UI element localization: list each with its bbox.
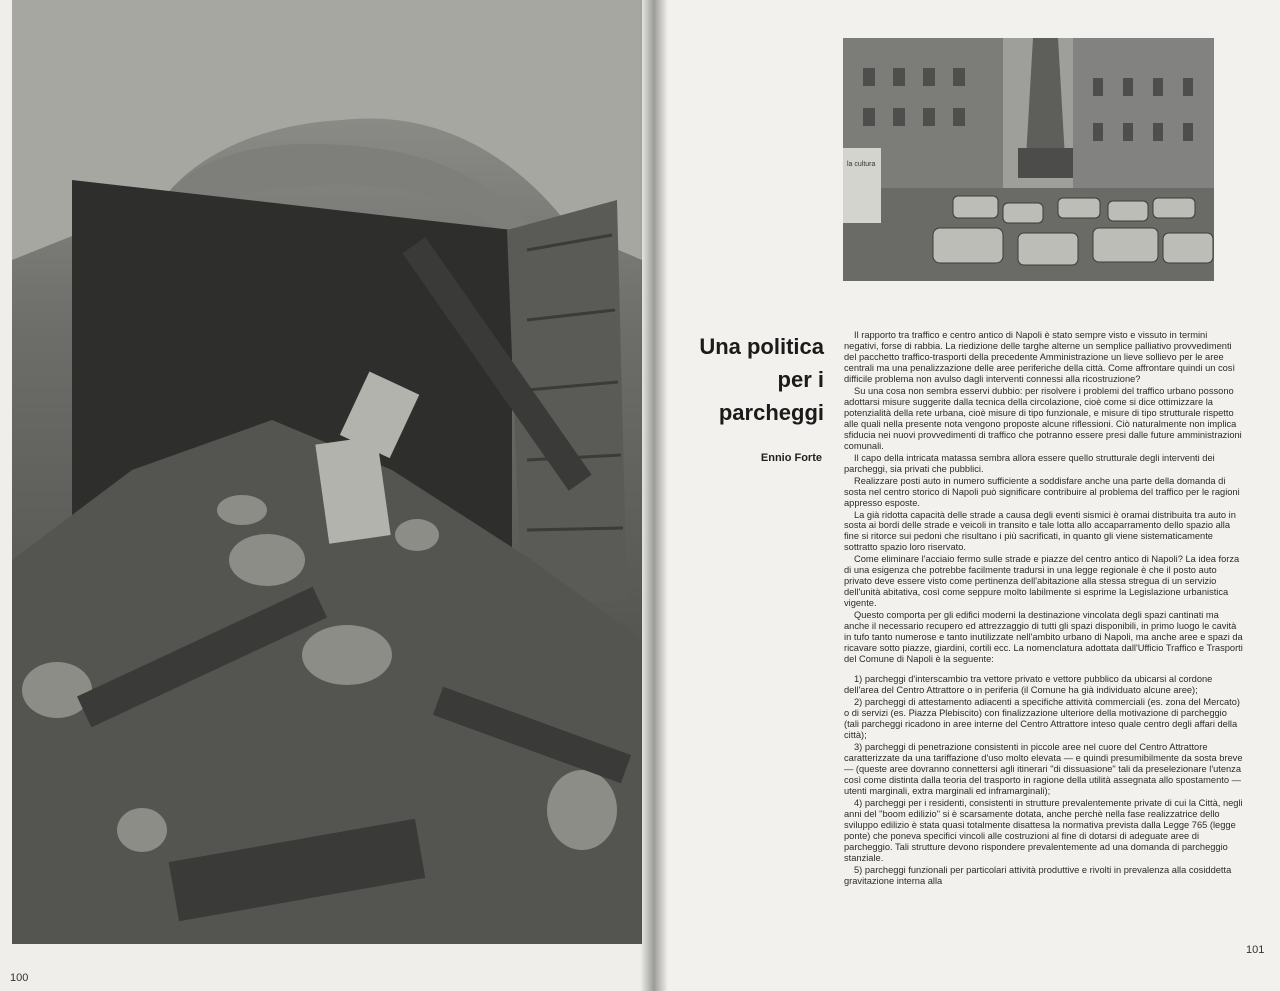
list-item: 1) parcheggi d'interscambio tra vettore privato e vettore pubblico da ubicarsi al cordone dell'area del Centro Attrattore o in periferia (il Comune ha già individuato alcune aree);	[844, 674, 1213, 696]
paragraph-gap	[844, 666, 1244, 674]
paragraph: Il rapporto tra traffico e centro antico di Napoli è stato sempre visto e vissuto in termini negativi, forse di rabbia. La riedizione delle targhe alterne un semplice palliativo provvedimenti del pacchetto traffico-trasporti della precedente Amministrazione un lieve sollievo per le aree centrali ma una penalizzazione delle aree periferiche della città. Come affrontare quindi un così difficile problema non avulso dagli interventi connessi alla ricostruzione?	[844, 330, 1236, 384]
title-line-1: Una politica	[699, 334, 824, 359]
paragraph: La già ridotta capacità delle strade a causa degli eventi sismici è oramai distribuita tra auto in sosta ai bordi delle strade e veicoli in transito e tale lotta allo accaparramento dello spazio alla fine si ritorce sui pedoni che risultano i più sacrificati, in quanto gli viene sistematicamente sottratto spazio loro riservato.	[844, 509, 1236, 553]
rubble-doorway-photo	[12, 0, 642, 944]
title-line-3: parcheggi	[718, 400, 824, 425]
book-gutter-shadow	[640, 0, 668, 991]
parked-cars-square-photo	[843, 38, 1214, 281]
article-title	[672, 330, 824, 429]
paragraph: Come eliminare l'acciaio fermo sulle strade e piazze del centro antico di Napoli? La idea forza di una esigenza che potrebbe facilmente tradursi in una legge regionale è che il posto auto privato deve essere visto come pertinenza dell'abitazione alla stessa stregua di un servizio dell'unità abitativa, così come seppure molto labilmente si esprime la Legislazione urbanistica vigente.	[844, 554, 1240, 609]
article-body	[844, 330, 1244, 935]
list-item: 2) parcheggi di attestamento adiacenti a specifiche attività commerciali (es. zona del Mercato) o di servizi (es. Piazza Plebiscito) con finalizzazione ulteriore della motivazione di parcheggio (tali parcheggi ricadono in aree interne del Centro Attrattore inteso quale centro degli affari della città);	[844, 697, 1241, 740]
rubble-photo-illustration	[12, 0, 642, 944]
photo-sign-text: la cultura	[847, 161, 876, 168]
title-line-2: per i	[777, 367, 824, 392]
page-number-right: 101	[1246, 944, 1265, 956]
list-item: 5) parcheggi funzionali per particolari attività produttive e rivolti in prevalenza alla cosiddetta gravitazione interna alla	[844, 864, 1232, 886]
article-author: Ennio Forte	[760, 452, 822, 464]
square-photo-illustration	[843, 38, 1214, 281]
list-item: 3) parcheggi di penetrazione consistenti in piccole aree nel cuore del Centro Attrattore caratterizzate da una tariffazione d'uso molto elevata — e quindi presumibilmente da sosta breve — (queste aree dovranno connettersi agli itinerari "di dissuasione" tali da preselezionare l'utenza così come distinta dalla teoria del trasporto in ragione della utilità assegnata allo spostamento — utenti marginali, extra marginali ed inframarginali);	[844, 741, 1243, 796]
paragraph: Realizzare posti auto in numero sufficiente a soddisfare anche una parte della domanda di sosta nel centro storico di Napoli può significare contribuire al problema del traffico per le ragioni appresso esposte.	[844, 475, 1240, 508]
paragraph: Su una cosa non sembra esservi dubbio: per risolvere i problemi del traffico urbano possono adottarsi misure suggerite dalla tecnica della circolazione, cioè come si dice ottimizzare la potenzialità della rete urbana, cioè misure di tipo funzionale, e misure di tipo strutturale rispetto alle quali nella presente nota vengono proposte alcune riflessioni. Ciò naturalmente non implica sfiducia nei nuovi provvedimenti di traffico che potranno essere presi dalle future amministrazioni comunali.	[844, 385, 1242, 451]
paragraph: Il capo della intricata matassa sembra allora essere quello strutturale degli interventi dei parcheggi, sia privati che pubblici.	[844, 452, 1215, 474]
list-item: 4) parcheggi per i residenti, consistenti in strutture prevalentemente private di cui la Città, negli anni del "boom edilizio" si è scarsamente dotata, anche perchè nella fase realizzatrice dello sviluppo edilizio è stata quasi totalmente disattesa la normativa prevista dalla Legge 765 (legge ponte) che poneva specifici vincoli alle costruzioni al fine di dotarsi di adeguate aree di parcheggio. Tali strutture devono rispondere prevalentemente ad una domanda di parcheggio stanziale.	[844, 797, 1243, 863]
paragraph: Questo comporta per gli edifici moderni la destinazione vincolata degli spazi cantinati ma anche il necessario recupero ed attrezzaggio di tutti gli spazi disponibili, in primo luogo le cavità in tufo tanto numerose e tanto inutilizzate nell'ambito urbano di Napoli, ma anche aree e spazi da ricavare sotto piazze, giardini, cortili ecc. La nomenclatura adottata dall'Ufficio Traffico e Trasporti del Comune di Napoli è la seguente:	[844, 610, 1243, 665]
page-number-left: 100	[10, 972, 29, 984]
